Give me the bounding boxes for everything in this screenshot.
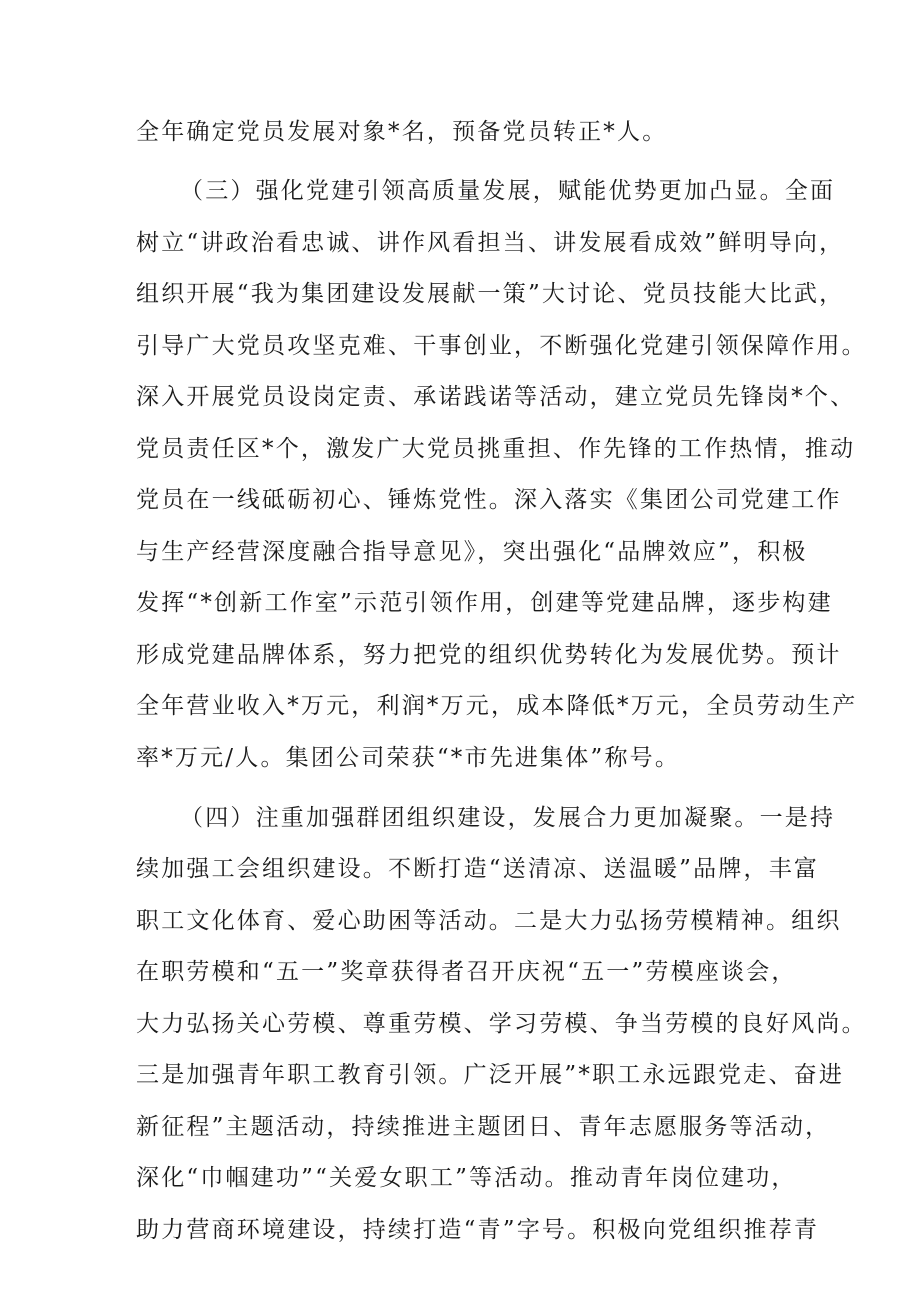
paragraph-line: 引导广大党员攻坚克难、干事创业，不断强化党建引领保障作用。	[136, 333, 867, 359]
paragraph-line: 党员责任区*个，激发广大党员挑重担、作先锋的工作热情，推动	[136, 436, 856, 462]
paragraph-line: 全年营业收入*万元，利润*万元，成本降低*万元，全员劳动生产	[136, 693, 858, 719]
paragraph-line: 组织开展“我为集团建设发展献一策”大讨论、党员技能大比武，	[136, 281, 845, 307]
paragraph-line: 三是加强青年职工教育引领。广泛开展”*职工永远跟党走、奋进	[136, 1062, 845, 1088]
section-heading-line: （三）强化党建引领高质量发展，赋能优势更加凸显。全面	[180, 178, 836, 204]
paragraph-line: 发挥“*创新工作室”示范引领作用，创建等党建品牌，逐步构建	[136, 590, 833, 616]
paragraph-line: 深入开展党员设岗定责、承诺践诺等活动，建立党员先锋岗*个、	[136, 384, 856, 410]
paragraph-line: 助力营商环境建设，持续打造“青”字号。积极向党组织推荐青	[136, 1217, 820, 1243]
paragraph-line: 在职劳模和“五一”奖章获得者召开庆祝“五一”劳模座谈会，	[136, 959, 797, 985]
paragraph-line: 全年确定党员发展对象*名，预备党员转正*人。	[136, 119, 668, 145]
paragraph-line: 与生产经营深度融合指导意见》，突出强化“品牌效应”，积极	[136, 539, 808, 565]
paragraph-line: 大力弘扬关心劳模、尊重劳模、学习劳模、争当劳模的良好风尚。	[136, 1011, 867, 1037]
paragraph-line: 形成党建品牌体系，努力把党的组织优势转化为发展优势。预计	[136, 642, 842, 668]
paragraph-line: 新征程”主题活动，持续推进主题团日、青年志愿服务等活动，	[136, 1114, 831, 1140]
paragraph-line: 职工文化体育、爱心助困等活动。二是大力弘扬劳模精神。组织	[136, 908, 842, 934]
paragraph-line: 树立“讲政治看忠诚、讲作风看担当、讲发展看成效”鲜明导向，	[136, 230, 845, 256]
paragraph-line: 续加强工会组织建设。不断打造“送清凉、送温暖”品牌，丰富	[136, 856, 820, 882]
paragraph-line: 党员在一线砥砺初心、锤炼党性。深入落实《集团公司党建工作	[136, 487, 842, 513]
paragraph-line: 深化“巾帼建功”“关爱女职工”等活动。推动青年岗位建功，	[136, 1165, 797, 1191]
paragraph-line: 率*万元/人。集团公司荣获“*市先进集体”称号。	[136, 745, 681, 771]
section-heading-line: （四）注重加强群团组织建设，发展合力更加凝聚。一是持	[180, 805, 836, 831]
